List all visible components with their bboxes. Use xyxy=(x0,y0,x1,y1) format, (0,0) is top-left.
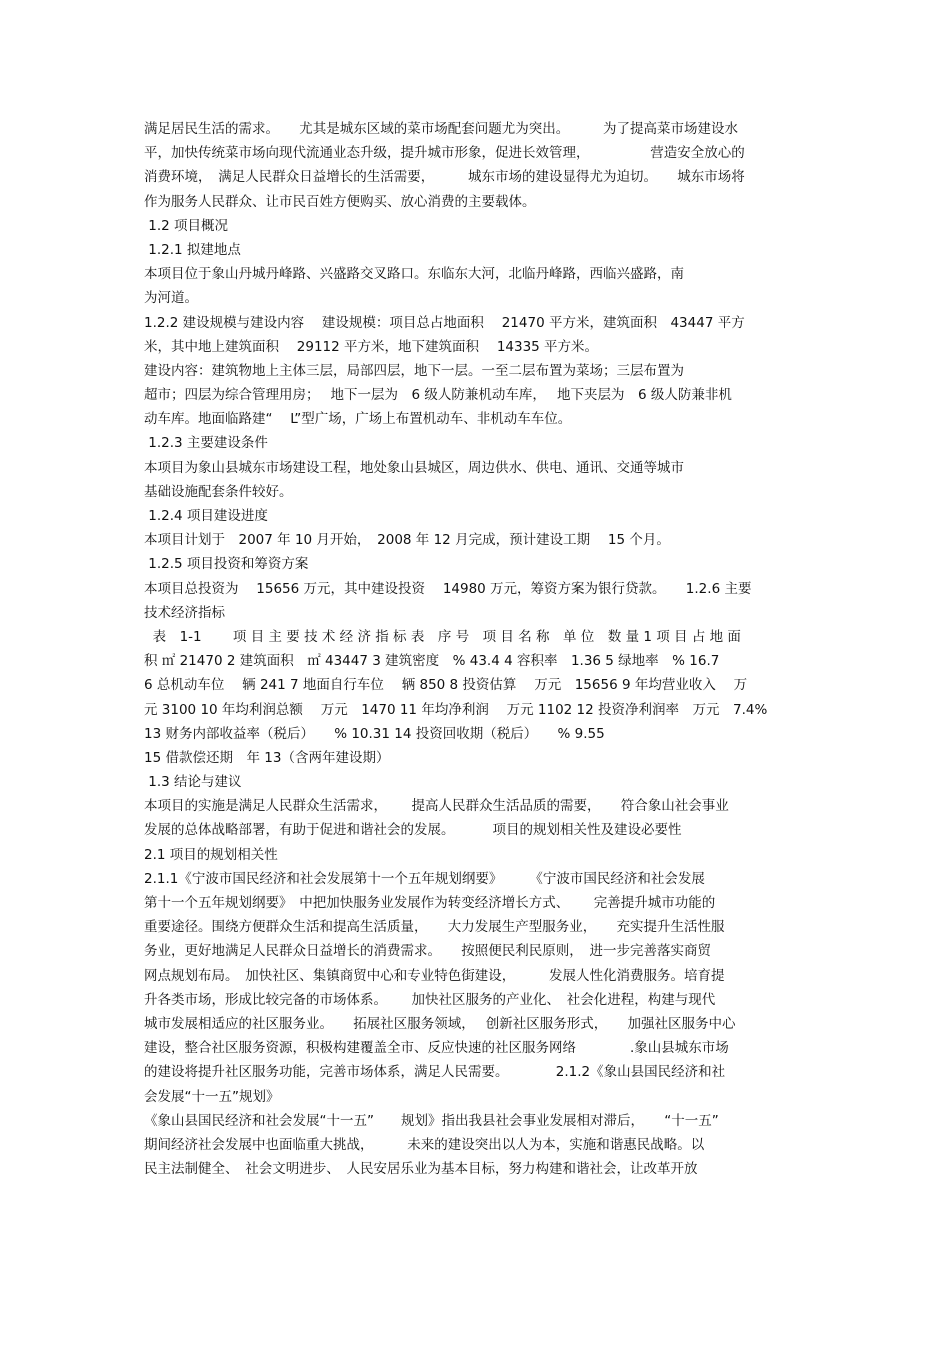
text-line: 期间经济社会发展中也面临重大挑战， 未来的建设突出以人为本，实施和谐惠民战略。以 xyxy=(144,1136,705,1153)
text-line: 务业，更好地满足人民群众日益增长的消费需求。 按照便民利民原则， 进一步完善落实商贸 xyxy=(144,943,711,960)
text-line: 积 ㎡ 21470 2 建筑面积 ㎡ 43447 3 建筑密度 % 43.4 4 容积率 1.36 5 绿地率 % 16.7 xyxy=(144,653,720,670)
text-line: 本项目的实施是满足人民群众生活需求， 提高人民群众生活品质的需要， 符合象山社会事业 xyxy=(144,798,729,815)
text-line: 基础设施配套条件较好。 xyxy=(144,483,293,500)
text-line: 重要途径。围绕方便群众生活和提高生活质量， 大力发展生产型服务业， 充实提升生活性服 xyxy=(144,919,725,936)
text-line: 发展的总体战略部署，有助于促进和谐社会的发展。 项目的规划相关性及建设必要性 xyxy=(144,822,682,839)
text-line: 作为服务人民群众、让市民百姓方便购买、放心消费的主要载体。 xyxy=(144,193,536,210)
text-line: 1.2.3 主要建设条件 xyxy=(144,435,268,452)
text-line: 超市；四层为综合管理用房； 地下一层为 6 级人防兼机动车库， 地下夹层为 6 级人防兼非机 xyxy=(144,387,732,404)
text-line: 1.2.5 项目投资和筹资方案 xyxy=(144,556,309,573)
text-line: 2.1 项目的规划相关性 xyxy=(144,846,278,863)
text-line: 1.3 结论与建议 xyxy=(144,774,242,791)
text-line: 1.2.2 建设规模与建设内容 建设规模：项目总占地面积 21470 平方米，建筑面积 43447 平方 xyxy=(144,314,745,331)
text-line: 为河道。 xyxy=(144,290,198,307)
text-line: 满足居民生活的需求。 尤其是城东区域的菜市场配套问题尤为突出。 为了提高菜市场建设水 xyxy=(144,121,738,137)
text-line: 网点规划布局。 加快社区、集镇商贸中心和专业特色街建设， 发展人性化消费服务。培育提 xyxy=(144,967,725,984)
document-body xyxy=(144,117,812,1181)
text-line: 消费环境， 满足人民群众日益增长的生活需要， 城东市场的建设显得尤为迫切。 城东市场将 xyxy=(144,169,745,186)
text-line: 1.2.4 项目建设进度 xyxy=(144,508,268,524)
text-line: 建设内容：建筑物地上主体三层，局部四层，地下一层。一至二层布置为菜场；三层布置为 xyxy=(144,362,684,379)
text-line: 米，其中地上建筑面积 29112 平方米，地下建筑面积 14335 平方米。 xyxy=(144,338,599,355)
text-line: 本项目为象山县城东市场建设工程，地处象山县城区，周边供水、供电、通讯、交通等城市 xyxy=(144,459,684,476)
text-line: 《象山县国民经济和社会发展“十一五” 规划》指出我县社会事业发展相对滞后， “十一五” xyxy=(144,1112,719,1129)
text-line: 的建设将提升社区服务功能，完善市场体系，满足人民需要。 2.1.2《象山县国民经济和社 xyxy=(144,1064,726,1081)
text-line: 1.2 项目概况 xyxy=(144,217,229,234)
text-line: 城市发展相适应的社区服务业。 拓展社区服务领域， 创新社区服务形式， 加强社区服务中心 xyxy=(144,1015,736,1032)
text-line: 元 3100 10 年均利润总额 万元 1470 11 年均净利润 万元 1102 12 投资净利润率 万元 7.4% xyxy=(144,701,768,718)
text-line: 本项目总投资为 15656 万元，其中建设投资 14980 万元，筹资方案为银行贷款。 1.2.6 主要 xyxy=(144,580,752,597)
text-line: 13 财务内部收益率（税后） % 10.31 14 投资回收期（税后） % 9.55 xyxy=(144,725,605,742)
text-line: 本项目位于象山丹城丹峰路、兴盛路交叉路口。东临东大河，北临丹峰路，西临兴盛路，南 xyxy=(144,266,684,283)
text-line: 技术经济指标 xyxy=(144,604,225,621)
text-line: 15 借款偿还期 年 13（含两年建设期） xyxy=(144,749,390,766)
text-line: 6 总机动车位 辆 241 7 地面自行车位 辆 850 8 投资估算 万元 15656 9 年均营业收入 万 xyxy=(144,677,748,694)
text-line: 本项目计划于 2007 年 10 月开始， 2008 年 12 月完成，预计建设工期 15 个月。 xyxy=(144,532,670,549)
text-line: 表 1-1 项 目 主 要 技 术 经 济 指 标 表 序 号 项 目 名 称 单 位 数 量 1 项 目 占 地 面 xyxy=(144,628,741,645)
text-line: 第十一个五年规划纲要》 中把加快服务业发展作为转变经济增长方式、 完善提升城市功能的 xyxy=(144,895,716,911)
text-line: 2.1.1《宁波市国民经济和社会发展第十一个五年规划纲要》 《宁波市国民经济和社会发展 xyxy=(144,870,705,887)
text-line: 民主法制健全、 社会文明进步、 人民安居乐业为基本目标，努力构建和谐社会，让改革开放 xyxy=(144,1161,698,1178)
text-line: 1.2.1 拟建地点 xyxy=(144,241,241,258)
text-line: 动车库。地面临路建“ L”型广场，广场上布置机动车、非机动车车位。 xyxy=(144,411,572,428)
text-line: 升各类市场，形成比较完备的市场体系。 加快社区服务的产业化、 社会化进程，构建与现代 xyxy=(144,991,716,1008)
text-line: 会发展“十一五”规划》 xyxy=(144,1088,280,1105)
text-line: 平，加快传统菜市场向现代流通业态升级，提升城市形象，促进长效管理， 营造安全放心的 xyxy=(144,145,745,162)
text-line: 建设，整合社区服务资源，积极构建覆盖全市、反应快速的社区服务网络 .象山县城东市场 xyxy=(144,1040,729,1057)
